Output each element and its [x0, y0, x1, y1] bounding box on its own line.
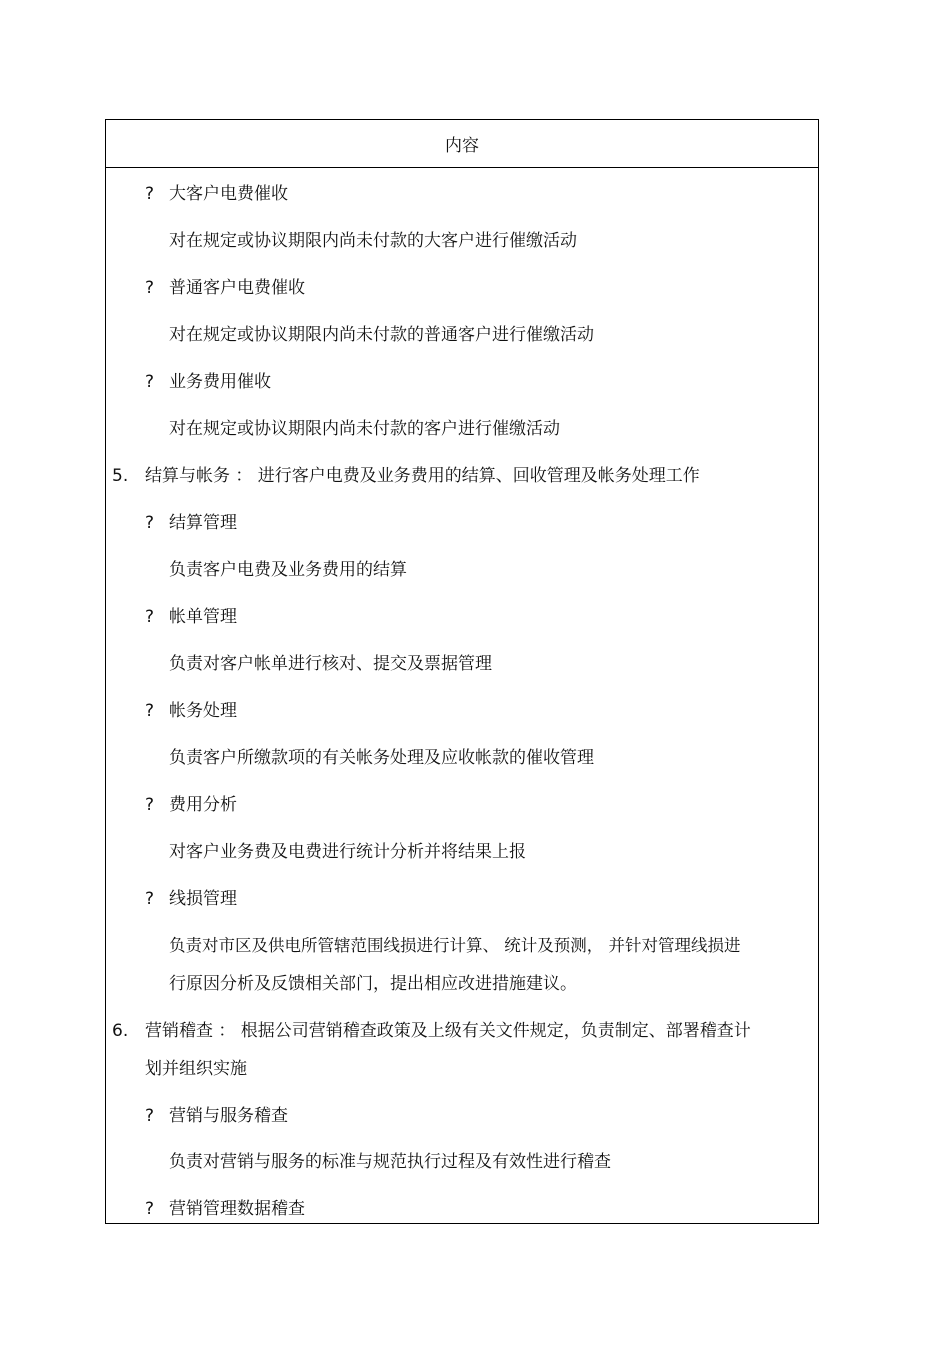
- list-item: 营销管理数据稽查: [169, 1199, 305, 1219]
- item-description: 负责对客户帐单进行核对、提交及票据管理: [169, 654, 492, 674]
- item-description: 负责对营销与服务的标准与规范执行过程及有效性进行稽查: [169, 1152, 611, 1172]
- item-description: 对在规定或协议期限内尚未付款的普通客户进行催缴活动: [169, 325, 594, 345]
- bullet-mark: ?: [145, 607, 155, 627]
- item-description: 对客户业务费及电费进行统计分析并将结果上报: [169, 842, 526, 862]
- section-heading-continued: 划并组织实施: [145, 1059, 247, 1079]
- table-header: [106, 120, 818, 168]
- list-item: 帐单管理: [169, 607, 237, 627]
- item-description: 负责对市区及供电所管辖范围线损进行计算、 统计及预测， 并针对管理线损进: [169, 936, 741, 955]
- section-number: 5.: [112, 466, 129, 486]
- bullet-mark: ?: [145, 278, 155, 298]
- bullet-mark: ?: [145, 513, 155, 533]
- section-heading: 结算与帐务 ： 进行客户电费及业务费用的结算、回收管理及帐务处理工作: [145, 466, 700, 486]
- list-item: 业务费用催收: [169, 372, 271, 392]
- bullet-mark: ?: [145, 1106, 155, 1126]
- bullet-mark: ?: [145, 701, 155, 721]
- list-item: 线损管理: [169, 889, 237, 909]
- bullet-mark: ?: [145, 1199, 155, 1219]
- section-number: 6.: [112, 1021, 129, 1041]
- bullet-mark: ?: [145, 889, 155, 909]
- item-description: 对在规定或协议期限内尚未付款的客户进行催缴活动: [169, 419, 560, 439]
- bullet-mark: ?: [145, 184, 155, 204]
- bullet-mark: ?: [145, 372, 155, 392]
- list-item: 大客户电费催收: [169, 184, 288, 204]
- header-title: 内容: [445, 136, 479, 156]
- list-item: 帐务处理: [169, 701, 237, 721]
- section-heading: 营销稽查 ： 根据公司营销稽查政策及上级有关文件规定，负责制定、部署稽查计: [145, 1021, 751, 1041]
- list-item: 结算管理: [169, 513, 237, 533]
- list-item: 营销与服务稽查: [169, 1106, 288, 1126]
- item-description: 负责客户电费及业务费用的结算: [169, 560, 407, 580]
- list-item: 普通客户电费催收: [169, 278, 305, 298]
- list-item: 费用分析: [169, 795, 237, 815]
- bullet-mark: ?: [145, 795, 155, 815]
- item-description: 负责客户所缴款项的有关帐务处理及应收帐款的催收管理: [169, 748, 594, 768]
- item-description-continued: 行原因分析及反馈相关部门，提出相应改进措施建议。: [169, 974, 577, 994]
- item-description: 对在规定或协议期限内尚未付款的大客户进行催缴活动: [169, 231, 577, 251]
